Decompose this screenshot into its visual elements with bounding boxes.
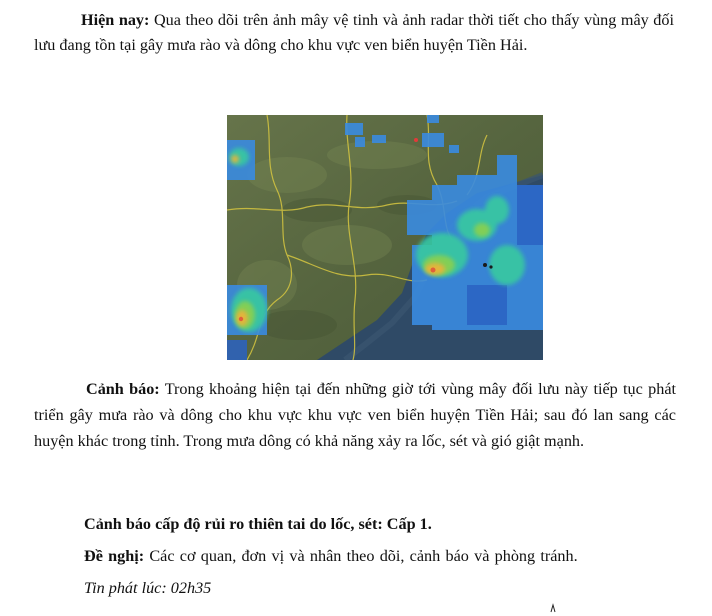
recommendation-text: Các cơ quan, đơn vị và nhân theo dõi, cảnh báo và phòng tránh.	[144, 547, 578, 565]
recommendation-line	[84, 544, 684, 569]
warning-label: Cảnh báo:	[86, 380, 160, 398]
radar-satellite-map	[227, 115, 543, 360]
warning-paragraph	[34, 376, 676, 454]
current-situation-paragraph	[34, 8, 674, 58]
risk-level-line	[84, 512, 684, 537]
issued-time-line: Tin phát lúc: 02h35	[84, 579, 212, 597]
current-situation-text: Qua theo dõi trên ảnh mây vệ tinh và ảnh radar thời tiết cho thấy vùng mây đối lưu đang tồn tại gây mưa rào và dông cho khu vực ven biển huyện Tiền Hải.	[34, 11, 674, 54]
radar-map-graphic	[227, 115, 543, 360]
current-situation-label: Hiện nay:	[81, 11, 150, 29]
risk-level-text: Cảnh báo cấp độ rủi ro thiên tai do lốc, sét: Cấp 1.	[84, 515, 432, 533]
location-marker	[489, 265, 492, 268]
location-marker	[483, 263, 487, 267]
warning-text: Trong khoảng hiện tại đến những giờ tới vùng mây đối lưu này tiếp tục phát triển gây mưa rào và dông cho khu vực khu vực ven biển huyện Tiền Hải; sau đó lan sang các huyện khác trong tỉnh. Trong mưa dông có khả năng xảy ra lốc, sét và gió giật mạnh.	[34, 380, 677, 450]
recommendation-label: Đề nghị:	[84, 547, 145, 565]
city-marker	[414, 138, 418, 142]
cut-off-mark-icon	[548, 603, 558, 613]
